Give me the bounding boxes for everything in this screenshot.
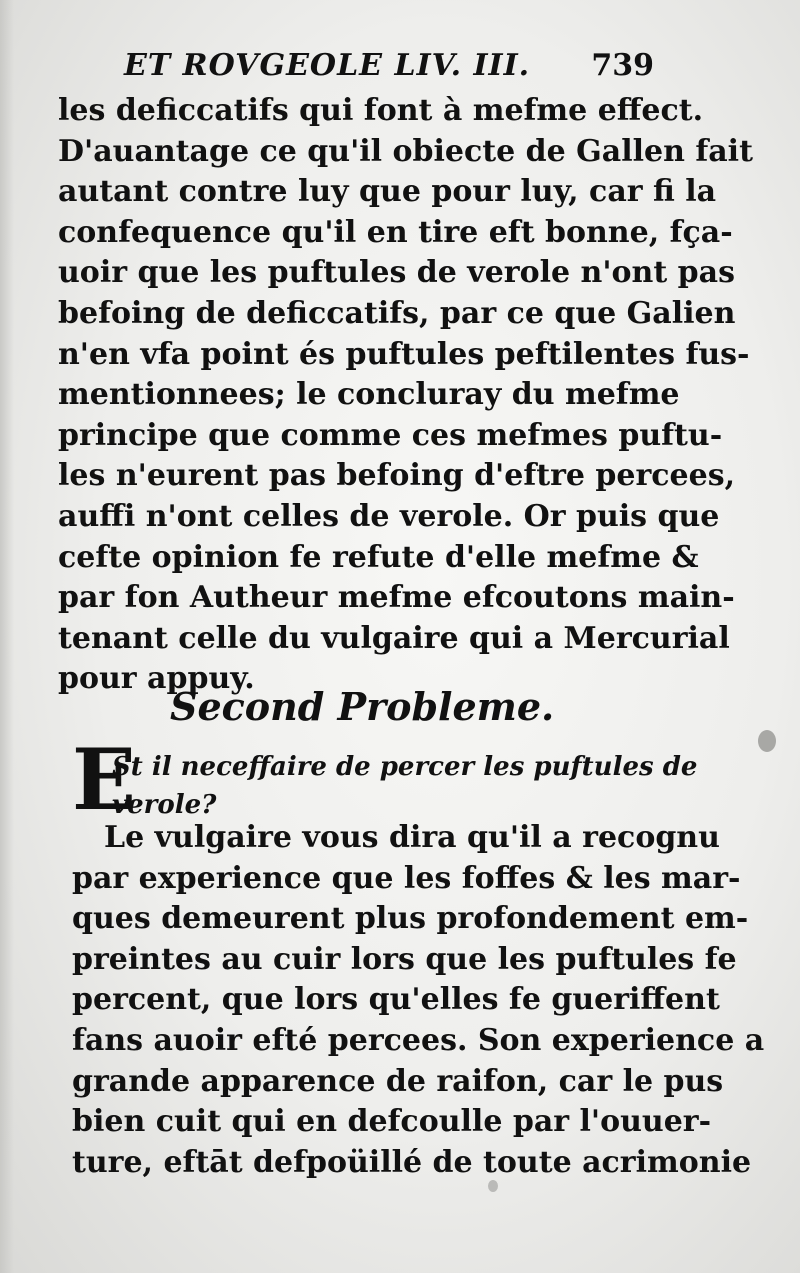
text-line: les n'eurent pas befoing d'eftre percees, bbox=[58, 458, 736, 494]
text-line: fans auoir efté percees. Son experience a bbox=[72, 1022, 765, 1058]
text-line: pour appuy. bbox=[58, 661, 255, 697]
text-line: uoir que les puftules de verole n'ont pas bbox=[58, 255, 735, 291]
text-line: autant contre luy que pour luy, car fi la bbox=[58, 174, 717, 210]
text-line: principe que comme ces mefmes puftu- bbox=[58, 417, 723, 453]
page-number: 739 bbox=[591, 48, 654, 83]
text-line: ques demeurent plus profondement em- bbox=[72, 901, 749, 937]
drop-capital: E bbox=[72, 730, 137, 829]
text-line: befoing de deficcatifs, par ce que Galien bbox=[58, 295, 736, 331]
text-line: bien cuit qui en defcoulle par l'ouuer- bbox=[72, 1104, 712, 1140]
running-head-title: ET ROVGEOLE LIV. III. bbox=[124, 48, 531, 83]
page-gutter-shadow bbox=[0, 0, 14, 1273]
text-line: par fon Autheur mefme efcoutons main- bbox=[58, 580, 735, 616]
text-line: n'en vfa point és puftules peftilentes fus- bbox=[58, 336, 750, 372]
text-line: grande apparence de raifon, car le pus bbox=[72, 1063, 724, 1099]
text-line: tenant celle du vulgaire qui a Mercurial bbox=[58, 620, 730, 656]
text-line: confequence qu'il en tire eft bonne, fça- bbox=[58, 214, 733, 250]
paragraph-1 bbox=[58, 91, 753, 700]
section-heading: Second Probleme. bbox=[170, 684, 555, 729]
paragraph-2 bbox=[72, 818, 765, 1183]
text-line: percent, que lors qu'elles fe gueriffent bbox=[72, 982, 720, 1018]
text-line: Le vulgaire vous dira qu'il a recognu bbox=[104, 820, 720, 855]
running-head bbox=[124, 48, 664, 88]
ink-blemish bbox=[488, 1180, 498, 1192]
text-line: par experience que les foffes & les mar- bbox=[72, 860, 741, 896]
question-line: St il neceffaire de percer les puftules de bbox=[112, 752, 698, 782]
question-line: verole? bbox=[112, 790, 217, 820]
text-line: auffi n'ont celles de verole. Or puis que bbox=[58, 498, 720, 534]
question-text bbox=[112, 748, 698, 824]
ink-blemish bbox=[758, 730, 776, 752]
text-line: preintes au cuir lors que les puftules fe bbox=[72, 941, 737, 977]
text-line: les deficcatifs qui font à mefme effect. bbox=[58, 93, 704, 128]
text-line: ture, eftāt defpoüillé de toute acrimonie bbox=[72, 1144, 752, 1180]
text-line: mentionnees; le concluray du mefme bbox=[58, 377, 680, 413]
text-line: D'auantage ce qu'il obiecte de Gallen fait bbox=[58, 133, 753, 169]
text-line: cefte opinion fe refute d'elle mefme & bbox=[58, 539, 699, 575]
